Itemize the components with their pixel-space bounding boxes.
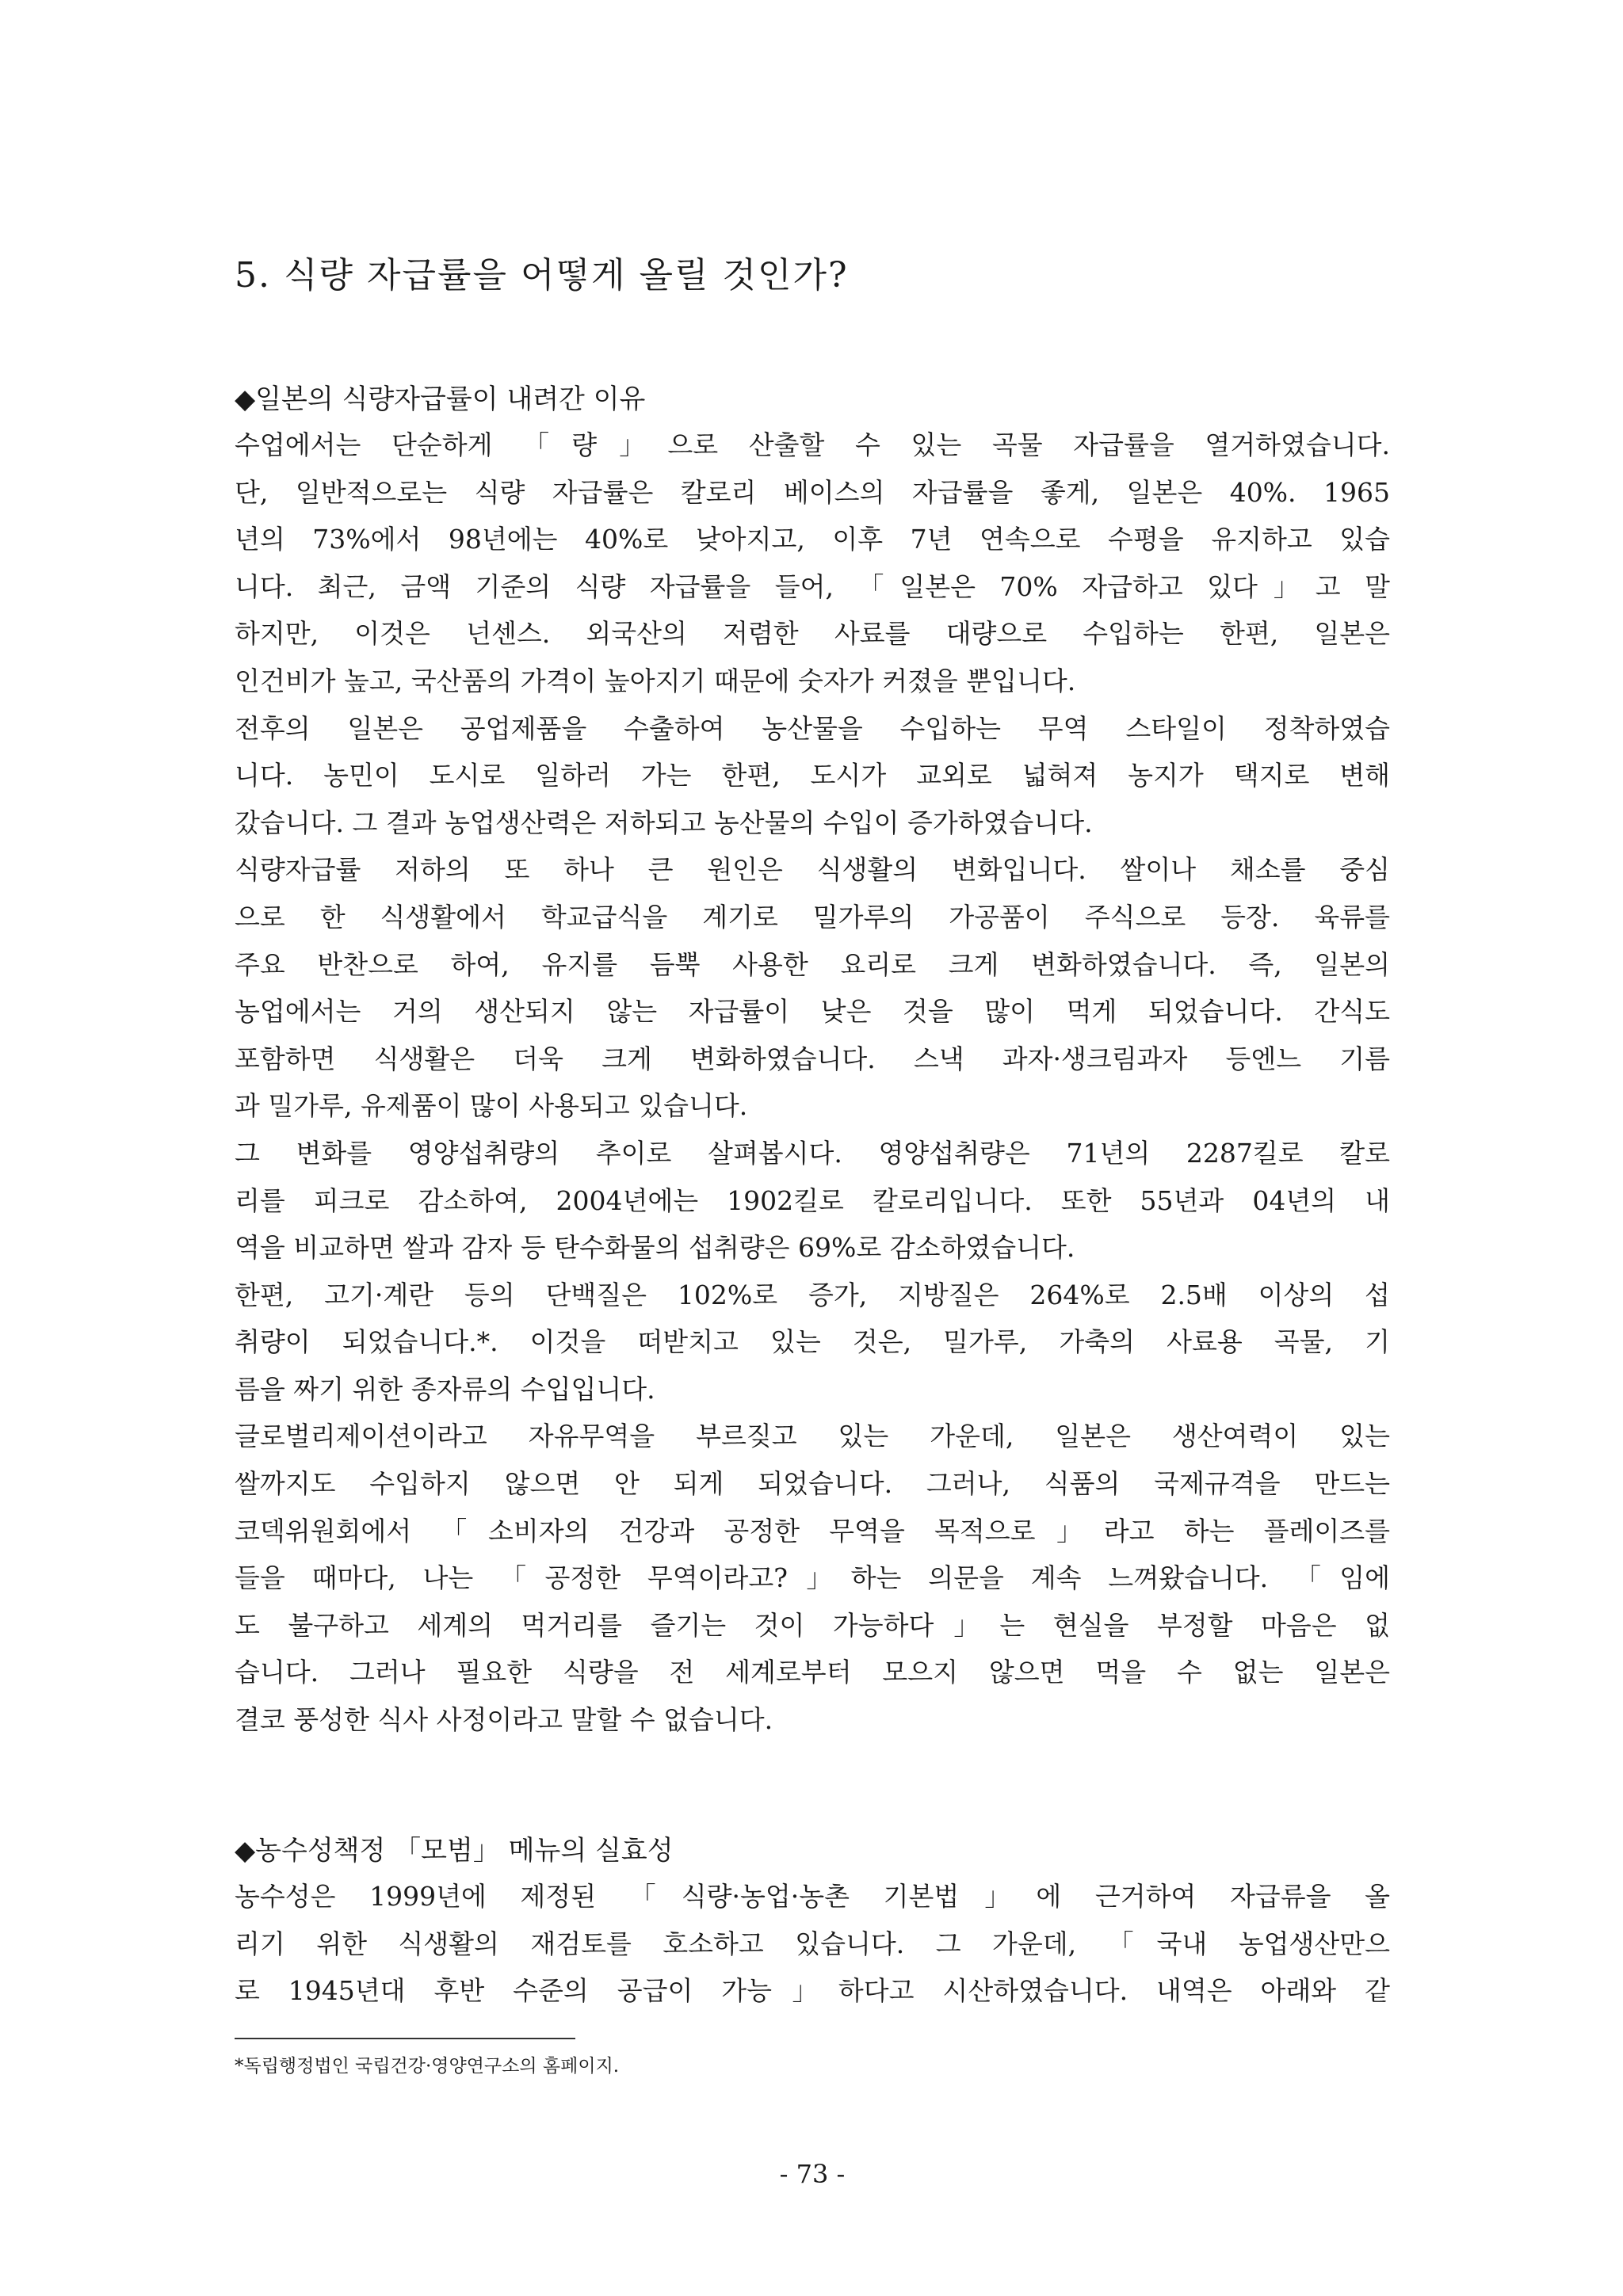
text-line: 한편, 고기·계란 등의 단백질은 102%로 증가, 지방질은 264%로 2.5배 이상의 섭 xyxy=(235,1279,1390,1310)
subsection-heading-2: ◆농수성책정 「모범」 메뉴의 실효성 xyxy=(235,1835,674,1867)
section2-body xyxy=(235,1873,1390,2015)
text-line: 전후의 일본은 공업제품을 수출하여 농산물을 수입하는 무역 스타일이 정착하였습 xyxy=(235,712,1390,744)
text-line: 인건비가 높고, 국산품의 가격이 높아지기 때문에 숫자가 커졌을 뿐입니다. xyxy=(235,665,1076,696)
text-line: 름을 짜기 위한 종자류의 수입입니다. xyxy=(235,1373,655,1405)
text-line: 글로벌리제이션이라고 자유무역을 부르짖고 있는 가운데, 일본은 생산여력이 있는 xyxy=(235,1421,1390,1452)
text-line: 니다. 최근, 금액 기준의 식량 자급률을 들어, 「일본은 70% 자급하고 있다」고 말 xyxy=(235,570,1390,602)
text-line: 결코 풍성한 식사 사정이라고 말할 수 없습니다. xyxy=(235,1704,773,1736)
text-line: 코덱위원회에서 「소비자의 건강과 공정한 무역을 목적으로」라고 하는 플레이즈를 xyxy=(235,1515,1390,1547)
document-page xyxy=(235,0,1390,2296)
text-line: 리기 위한 식생활의 재검토를 호소하고 있습니다. 그 가운데, 「국내 농업생산만으 xyxy=(235,1928,1390,1959)
text-line: 들을 때마다, 나는 「공정한 무역이라고?」하는 의문을 계속 느껴왔습니다. 「임에 xyxy=(235,1562,1390,1594)
text-line: 년의 73%에서 98년에는 40%로 낮아지고, 이후 7년 연속으로 수평을 유지하고 있습 xyxy=(235,524,1390,555)
text-line: 도 불구하고 세계의 먹거리를 즐기는 것이 가능하다」는 현실을 부정할 마음은 없 xyxy=(235,1609,1390,1641)
text-line: 수업에서는 단순하게 「량」으로 산출할 수 있는 곡물 자급률을 열거하였습니다. xyxy=(235,429,1390,460)
text-line: 역을 비교하면 쌀과 감자 등 탄수화물의 섭취량은 69%로 감소하였습니다. xyxy=(235,1232,1075,1264)
page-number: - 73 - xyxy=(779,2159,846,2189)
section-title: 5. 식량 자급률을 어떻게 올릴 것인가? xyxy=(235,255,849,296)
text-line: 식량자급률 저하의 또 하나 큰 원인은 식생활의 변화입니다. 쌀이나 채소를 중심 xyxy=(235,854,1390,886)
text-line: 리를 피크로 감소하여, 2004년에는 1902킬로 칼로리입니다. 또한 55년과 04년의 내 xyxy=(235,1184,1390,1216)
text-line: 하지만, 이것은 넌센스. 외국산의 저렴한 사료를 대량으로 수입하는 한편, 일본은 xyxy=(235,618,1390,650)
text-line: 습니다. 그러나 필요한 식량을 전 세계로부터 모으지 않으면 먹을 수 없는 일본은 xyxy=(235,1657,1390,1688)
text-line: 농업에서는 거의 생산되지 않는 자급률이 낮은 것을 많이 먹게 되었습니다. 간식도 xyxy=(235,996,1390,1028)
text-line: 주요 반찬으로 하여, 유지를 듬뿍 사용한 요리로 크게 변화하였습니다. 즉, 일본의 xyxy=(235,948,1390,980)
text-line: 로 1945년대 후반 수준의 공급이 가능」하다고 시산하였습니다. 내역은 아래와 같 xyxy=(235,1975,1390,2007)
text-line: 단, 일반적으로는 식량 자급률은 칼로리 베이스의 자급률을 좋게, 일본은 40%. 1965 xyxy=(235,476,1390,508)
text-line: 포함하면 식생활은 더욱 크게 변화하였습니다. 스낵 과자·생크림과자 등엔느 기름 xyxy=(235,1043,1390,1074)
text-line: 과 밀가루, 유제품이 많이 사용되고 있습니다. xyxy=(235,1090,748,1122)
text-line: 쌀까지도 수입하지 않으면 안 되게 되었습니다. 그러나, 식품의 국제규격을 만드는 xyxy=(235,1468,1390,1500)
section1-body xyxy=(235,421,1390,1744)
subsection-heading-1: ◆일본의 식량자급률이 내려간 이유 xyxy=(235,383,646,415)
text-line: 취량이 되었습니다.*. 이것을 떠받치고 있는 것은, 밀가루, 가축의 사료용 곡물, 기 xyxy=(235,1326,1390,1358)
text-line: 니다. 농민이 도시로 일하러 가는 한편, 도시가 교외로 넓혀져 농지가 택지로 변해 xyxy=(235,760,1390,791)
text-line: 갔습니다. 그 결과 농업생산력은 저하되고 농산물의 수입이 증가하였습니다. xyxy=(235,807,1093,838)
text-line: 그 변화를 영양섭취량의 추이로 살펴봅시다. 영양섭취량은 71년의 2287킬로 칼로 xyxy=(235,1137,1390,1169)
footnote-divider xyxy=(235,2038,575,2039)
text-line: 농수성은 1999년에 제정된 「식량·농업·농촌 기본법」에 근거하여 자급류을 올 xyxy=(235,1881,1390,1912)
footnote: *독립행정법인 국립건강·영양연구소의 홈페이지. xyxy=(235,2056,620,2077)
text-line: 으로 한 식생활에서 학교급식을 계기로 밀가루의 가공품이 주식으로 등장. 육류를 xyxy=(235,901,1390,933)
